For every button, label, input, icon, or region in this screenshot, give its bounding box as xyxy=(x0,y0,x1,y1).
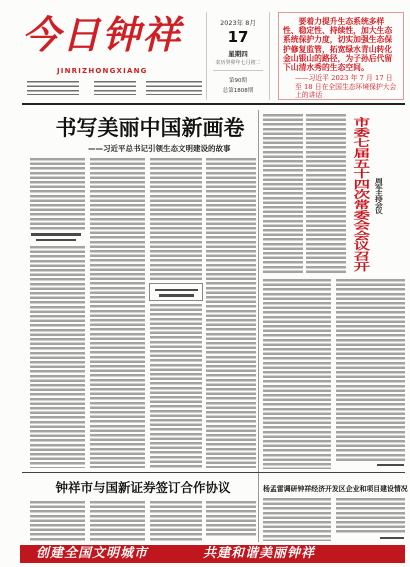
body-text-block xyxy=(30,158,85,230)
section-subhead xyxy=(36,239,76,242)
publisher-info-block xyxy=(94,81,136,95)
quote-box xyxy=(278,12,404,100)
issue-date-box xyxy=(206,12,270,100)
quote-text: 要着力提升生态系统多样性、稳定性、持续性，加大生态系统保护力度，切实加强生态保护修复监管，拓宽绿水青山转化金山银山的路径，为子孙后代留下山清水秀的生态空间。 xyxy=(283,17,393,73)
side-subhead: 周军主持会议 xyxy=(373,178,383,214)
issue-number: 第90期 xyxy=(229,78,247,84)
banner-slogan-left: 创建全国文明城市 xyxy=(36,546,149,561)
issue-weekday: 星期四 xyxy=(228,50,248,58)
byline xyxy=(377,464,404,466)
banner-slogan-right: 共建和谐美丽钟祥 xyxy=(203,546,316,561)
bottom-left-headline: 钟祥市与国新证券签订合作协议 xyxy=(55,480,231,495)
body-text-block xyxy=(206,158,256,468)
body-text-block xyxy=(90,158,145,468)
byline xyxy=(380,537,404,539)
section-subhead xyxy=(159,294,194,297)
section-subhead-box xyxy=(149,283,203,301)
body-text-block xyxy=(150,304,202,468)
body-text-block xyxy=(336,498,405,534)
body-text-block xyxy=(263,279,331,469)
section-subhead xyxy=(155,289,198,292)
date-box-divider xyxy=(213,70,263,71)
masthead-pinyin: JINRIZHONGXIANG xyxy=(57,67,148,75)
body-text-block xyxy=(206,501,256,537)
column-divider xyxy=(258,110,259,542)
section-rule xyxy=(22,472,405,473)
contact-info-block xyxy=(146,81,202,95)
body-text-block xyxy=(150,158,202,280)
issue-day: 17 xyxy=(227,28,249,46)
issue-total-number: 总第1808期 xyxy=(222,88,254,94)
issue-year-month: 2023年 8月 xyxy=(220,19,256,27)
body-text-block xyxy=(336,279,405,461)
lead-headline: 书写美丽中国新画卷 xyxy=(55,115,245,140)
body-text-block xyxy=(306,114,346,274)
body-text-block xyxy=(30,246,85,468)
body-text-block xyxy=(263,114,303,274)
issue-lunar-date: 农历癸卯年七月初二 xyxy=(215,60,261,66)
section-subhead xyxy=(31,233,81,236)
body-text-block xyxy=(150,501,202,541)
body-text-block xyxy=(90,501,145,541)
publisher-info-block xyxy=(27,81,79,95)
quote-attribution: ——习近平 2023 年 7 月 17 日至 18 日在全国生态环境保护大会上的讲话 xyxy=(295,74,397,100)
body-text-block xyxy=(263,498,331,541)
masthead-rule xyxy=(22,103,405,105)
lead-subtitle: ——习近平总书记引领生态文明建设的故事 xyxy=(88,144,231,153)
side-headline: 市委七届五十四次常委会会议召开 xyxy=(349,117,370,272)
body-text-block xyxy=(30,501,85,541)
bottom-right-headline: 杨孟雷调研钟祥经济开发区企业和项目建设情况 xyxy=(263,485,408,493)
masthead-title: 今日钟祥 xyxy=(22,12,183,57)
